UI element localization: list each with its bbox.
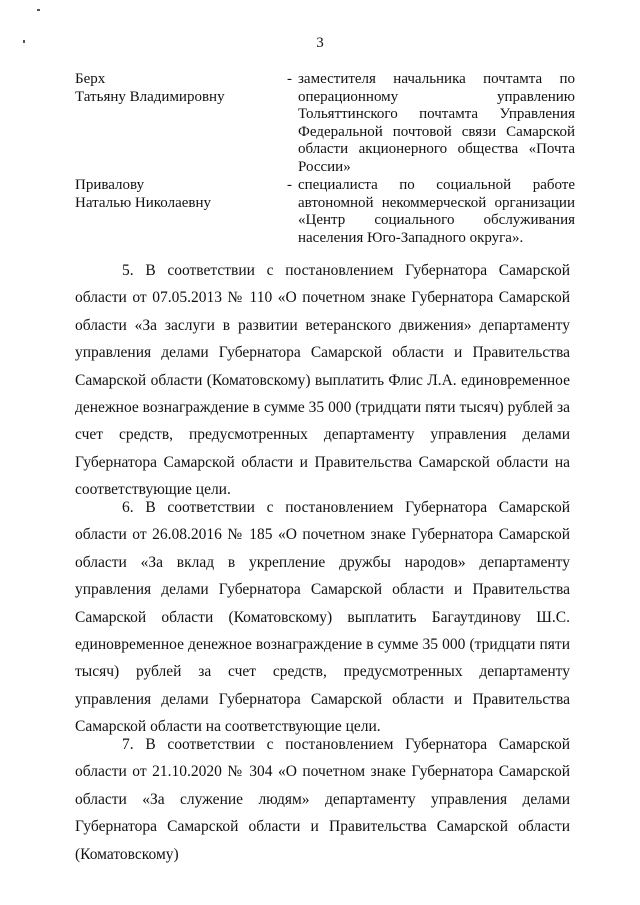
person-surname: Берх bbox=[75, 71, 106, 87]
person-row-berkh bbox=[75, 71, 575, 175]
person-surname: Привалову bbox=[75, 177, 145, 193]
paragraph-item-5: 5. В соответствии с постановлением Губернатора Самарской области от 07.05.2013 № 110 «О почетном знаке Губернатора Самарской области «За заслуги в развитии ветеранского движения» департаменту управления делами Губернатора Самарской области и Правительства Самарской области (Коматовскому) выплатить Флис Л.А. единовременное денежное вознаграждение в сумме 35 000 (тридцати пяти тысяч) рублей за счет средств, предусмотренных департаменту управления делами Губернатора Самарской области и Правительства Самарской области на соответствующие цели. bbox=[75, 262, 570, 499]
person-name bbox=[75, 71, 275, 106]
person-row-privalova bbox=[75, 177, 575, 249]
person-given-names: Татьяну Владимировну bbox=[75, 88, 225, 105]
dash-separator: - bbox=[287, 71, 292, 87]
person-position: заместителя начальника почтамта по операционному управлению Тольяттинского почтамта Управления Федеральной почтовой связи Самарской области акционерного общества «Почта России» bbox=[298, 71, 575, 175]
person-position: специалиста по социальной работе автономной некоммерческой организации «Центр социального обслуживания населения Юго-Западного округа». bbox=[298, 177, 575, 246]
dash-separator: - bbox=[287, 177, 292, 193]
page-number: 3 bbox=[316, 35, 324, 51]
scan-mark-top bbox=[37, 9, 40, 11]
person-given-names: Наталью Николаевну bbox=[75, 194, 212, 211]
person-name bbox=[75, 177, 275, 212]
paragraph-item-7: 7. В соответствии с постановлением Губернатора Самарской области от 21.10.2020 № 304 «О почетном знаке Губернатора Самарской области «За служение людям» департаменту управления делами Губернатора Самарской области и Правительства Самарской области (Коматовскому) bbox=[75, 736, 570, 863]
paragraph-item-6: 6. В соответствии с постановлением Губернатора Самарской области от 26.08.2016 № 185 «О почетном знаке Губернатора Самарской области «За вклад в укрепление дружбы народов» департаменту управления делами Губернатора Самарской области и Правительства Самарской области (Коматовскому) выплатить Багаутдинову Ш.С. единовременное денежное вознаграждение в сумме 35 000 (тридцати пяти тысяч) рублей за счет средств, предусмотренных департаменту управления делами Губернатора Самарской области и Правительства Самарской области на соответствующие цели. bbox=[75, 499, 570, 736]
